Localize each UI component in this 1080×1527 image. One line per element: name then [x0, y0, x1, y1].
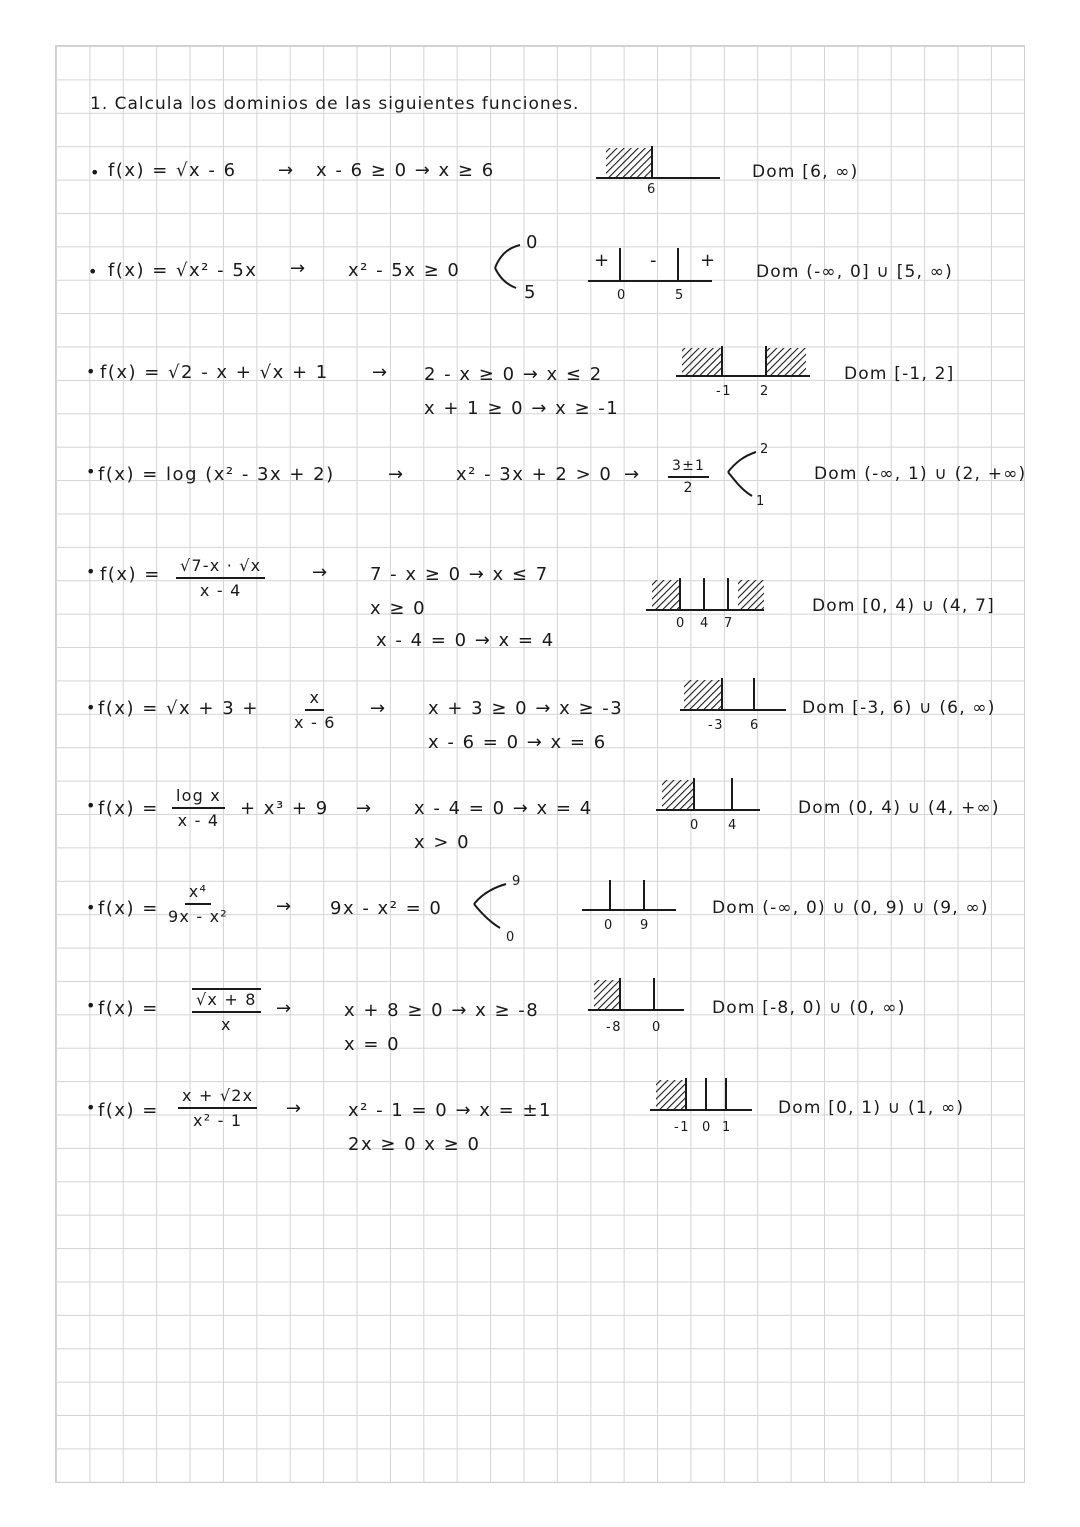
row-1-function: f(x) = √x - 6: [108, 160, 237, 181]
row-4-root-1: 2: [760, 442, 770, 457]
row-6-domain: Dom [-3, 6) ∪ (6, ∞): [802, 698, 996, 718]
row-2-work-1: x² - 5x ≥ 0: [348, 260, 461, 281]
row-2-axis-label-1: 0: [617, 288, 627, 303]
row-6-arrow: →: [370, 698, 387, 719]
row-5-work-3: x - 4 = 0 → x = 4: [376, 630, 555, 651]
row-6-work-1: x + 3 ≥ 0 → x ≥ -3: [428, 698, 624, 719]
fraction-denominator: x: [220, 1015, 232, 1034]
row-9-number-line: [588, 976, 688, 1016]
fraction-denominator: 2: [683, 480, 694, 496]
row-6-work-2: x - 6 = 0 → x = 6: [428, 732, 607, 753]
row-9-work-1: x + 8 ≥ 0 → x ≥ -8: [344, 1000, 540, 1021]
hatched-region: [766, 348, 806, 376]
row-7-domain: Dom (0, 4) ∪ (4, +∞): [798, 798, 1000, 818]
row-5-arrow: →: [312, 562, 329, 583]
row-8-axis-label-1: 0: [604, 918, 614, 933]
row-8-work-1: 9x - x² = 0: [330, 898, 443, 919]
row-6-function-lhs: f(x) = √x + 3 +: [98, 698, 259, 719]
row-5-axis-label-1: 0: [676, 616, 686, 631]
row-10-axis-label-3: 1: [722, 1120, 732, 1135]
row-8-fraction: [168, 882, 228, 926]
row-1-work-1: x - 6 ≥ 0 → x ≥ 6: [316, 160, 495, 181]
row-7-work-2: x > 0: [414, 832, 471, 853]
row-1-number-line: [596, 140, 726, 200]
row-4-work-1: x² - 3x + 2 > 0: [456, 464, 613, 485]
fraction-numerator: 3±1: [668, 458, 709, 478]
hatched-region: [652, 580, 680, 610]
row-4-arrow: →: [388, 464, 405, 485]
fraction-numerator: x: [305, 688, 324, 711]
fraction-numerator: x⁴: [185, 882, 211, 905]
fraction-denominator: x - 6: [294, 713, 336, 732]
row-4-quadratic-formula: [668, 458, 709, 496]
row-7-function-rhs: + x³ + 9: [240, 798, 329, 819]
bullet: •: [86, 362, 97, 381]
exercise-title: 1. Calcula los dominios de las siguientes funciones.: [90, 94, 580, 114]
row-10-fraction: [178, 1086, 257, 1130]
row-9-arrow: →: [276, 998, 293, 1019]
row-4-function: f(x) = log (x² - 3x + 2): [98, 464, 335, 485]
row-5-function-lhs: f(x) =: [100, 564, 161, 585]
row-9-function-lhs: f(x) =: [98, 998, 159, 1019]
row-5-axis-label-3: 7: [724, 616, 734, 631]
row-2-sign-2: -: [650, 250, 658, 271]
row-2-root-2: 5: [524, 282, 537, 303]
row-10-work-2: 2x ≥ 0 x ≥ 0: [348, 1134, 481, 1155]
hatched-region: [656, 1080, 686, 1110]
row-3-axis-label-1: -1: [716, 384, 732, 399]
row-9-fraction: [192, 988, 261, 1034]
row-3-arrow: →: [372, 362, 389, 383]
hatched-region: [606, 148, 652, 178]
row-6-axis-label-1: -3: [708, 718, 724, 733]
bullet: •: [86, 796, 97, 815]
row-6-fraction: [294, 688, 336, 732]
row-3-axis-label-2: 2: [760, 384, 770, 399]
row-10-function-lhs: f(x) =: [98, 1100, 159, 1121]
bullet: •: [86, 996, 97, 1015]
fraction-denominator: x - 4: [177, 811, 220, 830]
row-6-number-line: [680, 676, 790, 716]
row-1-arrow: →: [278, 160, 295, 181]
bullet: •: [86, 898, 97, 917]
row-8-axis-label-2: 9: [640, 918, 650, 933]
fraction-numerator: √x + 8: [192, 988, 261, 1013]
row-3-domain: Dom [-1, 2]: [844, 364, 955, 384]
fraction-numerator: √7-x · √x: [176, 556, 265, 579]
row-1-axis-label: 6: [647, 182, 657, 197]
row-4-arrow-2: →: [624, 464, 641, 485]
row-10-arrow: →: [286, 1098, 303, 1119]
row-3-work-2: x + 1 ≥ 0 → x ≥ -1: [424, 398, 620, 419]
row-7-function-lhs: f(x) =: [98, 798, 159, 819]
fraction-numerator: x + √2x: [178, 1086, 257, 1109]
row-10-number-line: [650, 1076, 760, 1116]
row-9-domain: Dom [-8, 0) ∪ (0, ∞): [712, 998, 906, 1018]
row-9-work-2: x = 0: [344, 1034, 401, 1055]
row-10-axis-label-2: 0: [702, 1120, 712, 1135]
row-5-fraction: [176, 556, 265, 600]
row-6-axis-label-2: 6: [750, 718, 760, 733]
row-8-domain: Dom (-∞, 0) ∪ (0, 9) ∪ (9, ∞): [712, 898, 989, 918]
row-5-axis-label-2: 4: [700, 616, 710, 631]
row-8-function-lhs: f(x) =: [98, 898, 159, 919]
row-5-number-line: [646, 576, 766, 616]
row-7-arrow: →: [356, 798, 373, 819]
row-2-axis-label-2: 5: [675, 288, 685, 303]
row-10-domain: Dom [0, 1) ∪ (1, ∞): [778, 1098, 965, 1118]
row-7-axis-label-1: 0: [690, 818, 700, 833]
row-5-domain: Dom [0, 4) ∪ (4, 7]: [812, 596, 995, 616]
row-5-work-2: x ≥ 0: [370, 598, 427, 619]
fraction-numerator: log x: [172, 786, 225, 809]
row-10-work-1: x² - 1 = 0 → x = ±1: [348, 1100, 552, 1121]
fraction-denominator: x² - 1: [193, 1111, 243, 1130]
bullet: •: [86, 462, 97, 481]
fraction-denominator: 9x - x²: [168, 907, 228, 926]
bullet: •: [88, 262, 99, 281]
row-7-work-1: x - 4 = 0 → x = 4: [414, 798, 593, 819]
row-2-arrow: →: [290, 258, 307, 279]
bullet: •: [86, 698, 97, 717]
row-2-sign-3: +: [700, 250, 717, 271]
row-7-fraction: [172, 786, 225, 830]
row-7-number-line: [656, 776, 766, 816]
row-2-root-1: 0: [526, 232, 539, 253]
fraction-denominator: x - 4: [199, 581, 242, 600]
row-1-domain: Dom [6, ∞): [752, 162, 859, 182]
row-3-function: f(x) = √2 - x + √x + 1: [100, 362, 329, 383]
row-2-sign-1: +: [594, 250, 611, 271]
hatched-region: [682, 348, 722, 376]
row-3-work-1: 2 - x ≥ 0 → x ≤ 2: [424, 364, 603, 385]
row-9-axis-label-2: 0: [652, 1020, 662, 1035]
row-4-domain: Dom (-∞, 1) ∪ (2, +∞): [814, 464, 1027, 484]
hatched-region: [684, 680, 722, 710]
hatched-region: [662, 780, 694, 810]
row-9-axis-label-1: -8: [606, 1020, 622, 1035]
row-8-root-1: 9: [512, 874, 522, 889]
row-2-function: f(x) = √x² - 5x: [108, 260, 258, 281]
row-8-root-2: 0: [506, 930, 516, 945]
row-3-number-line: [676, 342, 816, 392]
row-8-arrow: →: [276, 896, 293, 917]
row-8-number-line: [582, 876, 682, 916]
hatched-region: [594, 980, 620, 1010]
bullet: •: [86, 1098, 97, 1117]
row-7-axis-label-2: 4: [728, 818, 738, 833]
bullet: •: [90, 163, 101, 182]
hatched-region: [738, 580, 764, 610]
row-10-axis-label-1: -1: [674, 1120, 690, 1135]
row-5-work-1: 7 - x ≥ 0 → x ≤ 7: [370, 564, 549, 585]
row-2-domain: Dom (-∞, 0] ∪ [5, ∞): [756, 262, 953, 282]
row-4-root-2: 1: [756, 494, 766, 509]
bullet: •: [86, 562, 97, 581]
